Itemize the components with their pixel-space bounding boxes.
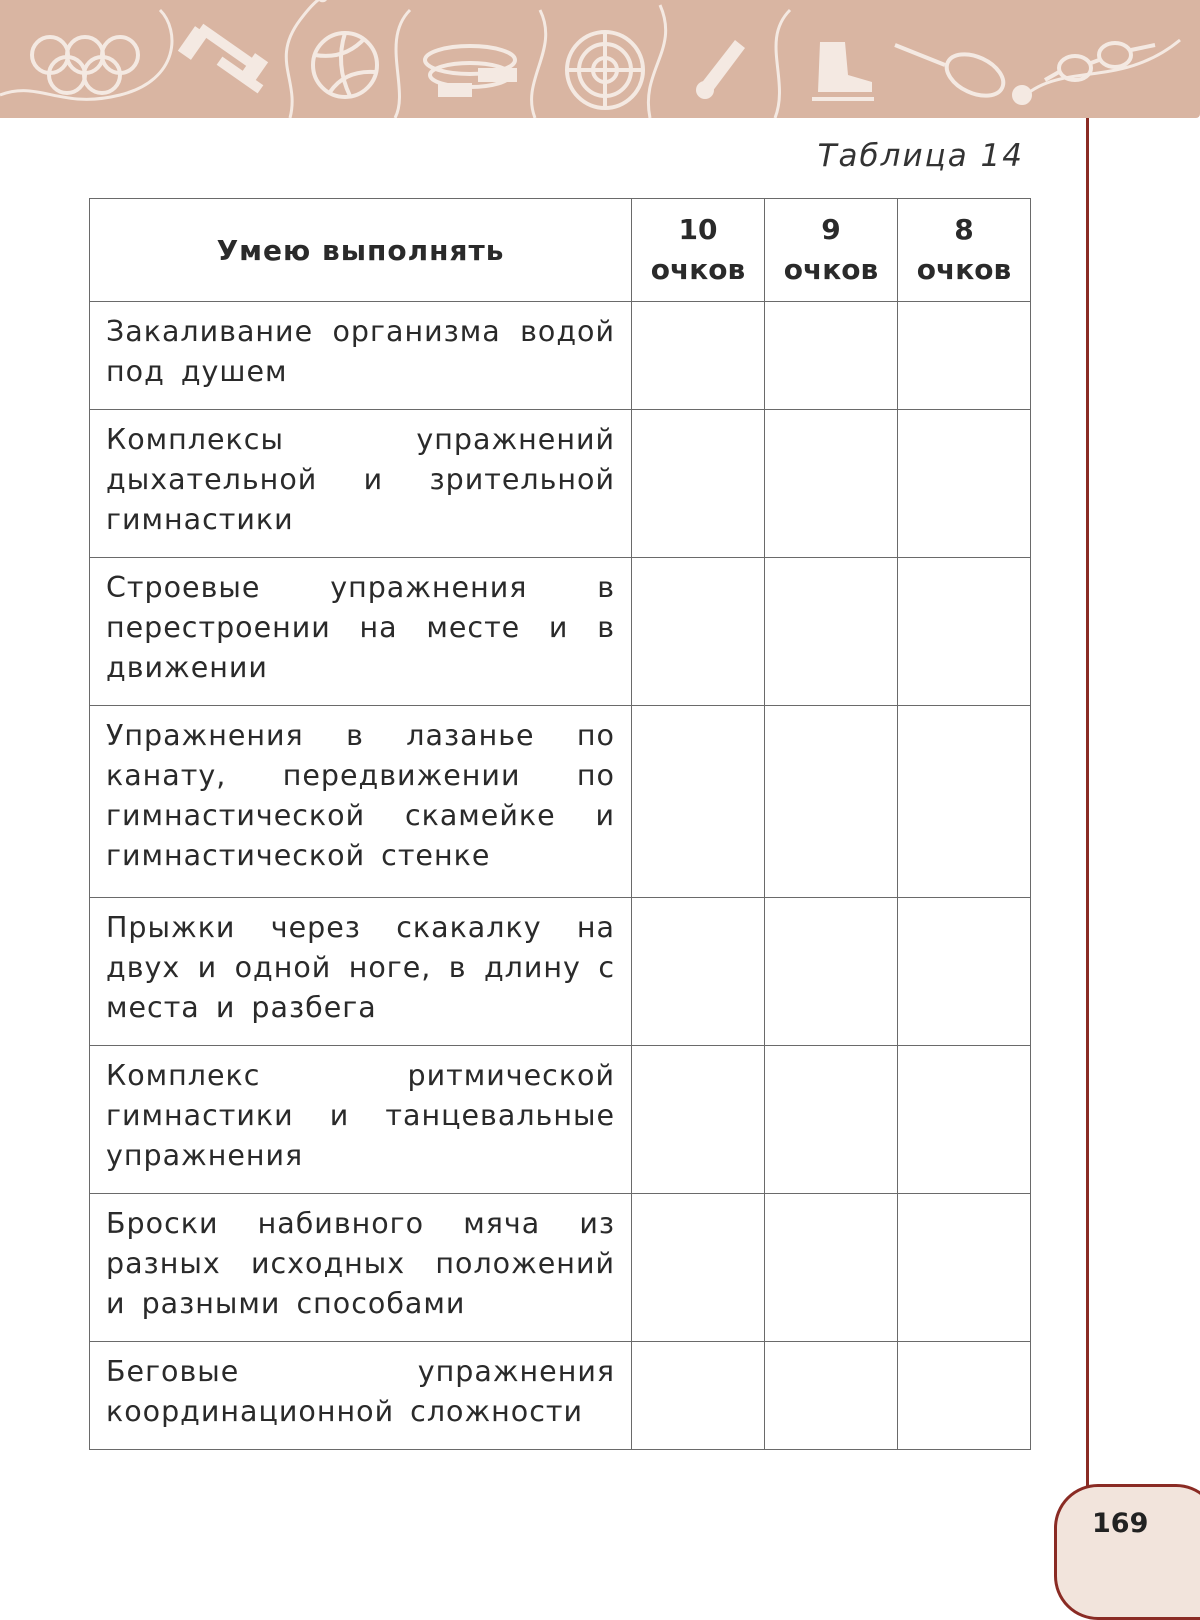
score-cell-10 xyxy=(632,410,765,558)
header-score-8 xyxy=(898,199,1031,302)
score-cell-9 xyxy=(765,1194,898,1342)
score-cell-8 xyxy=(898,410,1031,558)
table-row xyxy=(90,898,1031,1046)
page-number-tab xyxy=(1054,1484,1200,1620)
header-skill: Умею выполнять xyxy=(90,199,632,302)
score-cell-10 xyxy=(632,706,765,898)
score-cell-9 xyxy=(765,410,898,558)
score-cell-10 xyxy=(632,302,765,410)
score-cell-10 xyxy=(632,1342,765,1450)
skill-text: Броски набивного мяча из разных исходных положений и разными способами xyxy=(90,1194,632,1342)
table-row xyxy=(90,1342,1031,1450)
header-score-9 xyxy=(765,199,898,302)
score-cell-9 xyxy=(765,302,898,410)
goggles-icon xyxy=(1045,43,1155,80)
skill-text: Комплекс ритмической гимнастики и танцевальные упражнения xyxy=(90,1046,632,1194)
score-unit: очков xyxy=(899,250,1029,290)
score-cell-8 xyxy=(898,558,1031,706)
table-header-row xyxy=(90,199,1031,302)
score-number: 9 xyxy=(766,210,896,250)
score-cell-9 xyxy=(765,1342,898,1450)
volleyball-icon xyxy=(313,33,377,97)
shuttlecock-icon xyxy=(696,40,745,99)
table-row xyxy=(90,706,1031,898)
score-number: 8 xyxy=(899,210,1029,250)
score-cell-9 xyxy=(765,898,898,1046)
sports-banner xyxy=(0,0,1200,118)
score-cell-8 xyxy=(898,706,1031,898)
table-row xyxy=(90,302,1031,410)
skill-text: Комплексы упражнений дыхательной и зрительной гимнастики xyxy=(90,410,632,558)
score-cell-8 xyxy=(898,302,1031,410)
skill-text: Упражнения в лазанье по канату, передвижении по гимнастической скамейке и гимнастической стенке xyxy=(90,706,632,898)
score-cell-8 xyxy=(898,1342,1031,1450)
score-number: 10 xyxy=(633,210,763,250)
table-row xyxy=(90,410,1031,558)
dumbbells-icon xyxy=(178,24,268,94)
skate-icon xyxy=(812,42,874,101)
table-caption: Таблица 14 xyxy=(818,138,1024,174)
score-cell-8 xyxy=(898,1194,1031,1342)
score-cell-9 xyxy=(765,706,898,898)
score-cell-8 xyxy=(898,1046,1031,1194)
olympic-rings-icon xyxy=(32,37,138,93)
skill-text: Беговые упражнения координационной сложности xyxy=(90,1342,632,1450)
score-cell-10 xyxy=(632,558,765,706)
jump-rope-icon xyxy=(425,46,515,95)
skill-text: Прыжки через скакалку на двух и одной ноге, в длину с места и разбега xyxy=(90,898,632,1046)
score-cell-10 xyxy=(632,898,765,1046)
table-row xyxy=(90,1194,1031,1342)
score-cell-10 xyxy=(632,1046,765,1194)
target-icon xyxy=(567,32,643,108)
skill-text: Строевые упражнения в перестроении на месте и в движении xyxy=(90,558,632,706)
score-cell-9 xyxy=(765,558,898,706)
skill-text: Закаливание организма водой под душем xyxy=(90,302,632,410)
table-row xyxy=(90,558,1031,706)
table-row xyxy=(90,1046,1031,1194)
score-unit: очков xyxy=(633,250,763,290)
score-cell-8 xyxy=(898,898,1031,1046)
score-cell-9 xyxy=(765,1046,898,1194)
skills-table xyxy=(89,198,1031,1450)
margin-line xyxy=(1086,118,1089,1488)
score-cell-10 xyxy=(632,1194,765,1342)
score-unit: очков xyxy=(766,250,896,290)
racket-icon xyxy=(895,45,1030,104)
page-number: 169 xyxy=(1092,1508,1148,1539)
header-score-10 xyxy=(632,199,765,302)
